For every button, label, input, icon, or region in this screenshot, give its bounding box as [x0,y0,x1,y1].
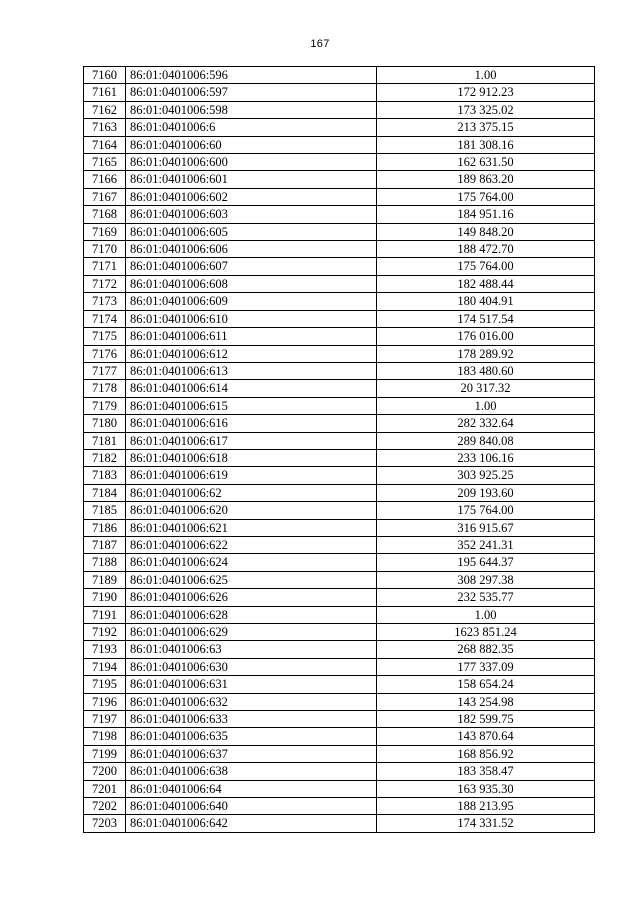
table-row [84,502,595,519]
cadastral-value: 233 106.16 [377,449,595,466]
cadastral-value: 195 644.37 [377,554,595,571]
table-row [84,67,595,84]
cadastral-value: 149 848.20 [377,223,595,240]
cadastral-value: 168 856.92 [377,745,595,762]
row-number: 7192 [84,624,126,641]
cadastral-number: 86:01:0401006:608 [126,275,377,292]
row-number: 7198 [84,728,126,745]
table-row [84,519,595,536]
cadastral-number: 86:01:0401006:596 [126,67,377,84]
row-number: 7167 [84,188,126,205]
table-row [84,310,595,327]
cadastral-number: 86:01:0401006:642 [126,815,377,832]
page-number: 167 [310,38,330,50]
table-row [84,258,595,275]
row-number: 7199 [84,745,126,762]
cadastral-value: 174 331.52 [377,815,595,832]
cadastral-number: 86:01:0401006:603 [126,206,377,223]
row-number: 7194 [84,658,126,675]
table-row [84,745,595,762]
table-row [84,711,595,728]
cadastral-value: 308 297.38 [377,571,595,588]
cadastral-number: 86:01:0401006:611 [126,328,377,345]
cadastral-value: 1.00 [377,67,595,84]
table-row [84,380,595,397]
cadastral-number: 86:01:0401006:628 [126,606,377,623]
cadastral-number: 86:01:0401006:620 [126,502,377,519]
cadastral-number: 86:01:0401006:602 [126,188,377,205]
table-row [84,293,595,310]
row-number: 7186 [84,519,126,536]
cadastral-value: 162 631.50 [377,154,595,171]
cadastral-number: 86:01:0401006:614 [126,380,377,397]
cadastral-number: 86:01:0401006:60 [126,136,377,153]
row-number: 7179 [84,397,126,414]
row-number: 7165 [84,154,126,171]
cadastral-number: 86:01:0401006:626 [126,589,377,606]
cadastral-value: 188 213.95 [377,798,595,815]
table-row [84,676,595,693]
row-number: 7178 [84,380,126,397]
table-row [84,606,595,623]
cadastral-number: 86:01:0401006:613 [126,362,377,379]
cadastral-value: 175 764.00 [377,502,595,519]
cadastral-number: 86:01:0401006:609 [126,293,377,310]
cadastral-number: 86:01:0401006:619 [126,467,377,484]
cadastral-number: 86:01:0401006:638 [126,763,377,780]
cadastral-number: 86:01:0401006:601 [126,171,377,188]
cadastral-number: 86:01:0401006:622 [126,536,377,553]
cadastral-value: 173 325.02 [377,101,595,118]
table-row [84,101,595,118]
row-number: 7193 [84,641,126,658]
row-number: 7166 [84,171,126,188]
row-number: 7169 [84,223,126,240]
cadastral-number: 86:01:0401006:617 [126,432,377,449]
cadastral-number: 86:01:0401006:63 [126,641,377,658]
table-row [84,119,595,136]
row-number: 7195 [84,676,126,693]
row-number: 7171 [84,258,126,275]
cadastral-value: 352 241.31 [377,536,595,553]
row-number: 7182 [84,449,126,466]
cadastral-value: 143 870.64 [377,728,595,745]
row-number: 7188 [84,554,126,571]
cadastral-number: 86:01:0401006:631 [126,676,377,693]
cadastral-number: 86:01:0401006:633 [126,711,377,728]
row-number: 7187 [84,536,126,553]
cadastral-number: 86:01:0401006:625 [126,571,377,588]
cadastral-value: 213 375.15 [377,119,595,136]
row-number: 7201 [84,780,126,797]
row-number: 7160 [84,67,126,84]
cadastral-number: 86:01:0401006:629 [126,624,377,641]
cadastral-value: 189 863.20 [377,171,595,188]
table-row [84,449,595,466]
cadastral-value: 289 840.08 [377,432,595,449]
table-row [84,397,595,414]
row-number: 7202 [84,798,126,815]
row-number: 7190 [84,589,126,606]
cadastral-value: 181 308.16 [377,136,595,153]
table-row [84,798,595,815]
cadastral-value: 158 654.24 [377,676,595,693]
cadastral-value: 180 404.91 [377,293,595,310]
table-row [84,815,595,832]
cadastral-number: 86:01:0401006:6 [126,119,377,136]
cadastral-value: 143 254.98 [377,693,595,710]
cadastral-value: 303 925.25 [377,467,595,484]
cadastral-value: 175 764.00 [377,188,595,205]
cadastral-number: 86:01:0401006:615 [126,397,377,414]
cadastral-number: 86:01:0401006:600 [126,154,377,171]
table-row [84,345,595,362]
row-number: 7174 [84,310,126,327]
table-row [84,536,595,553]
row-number: 7162 [84,101,126,118]
row-number: 7161 [84,84,126,101]
cadastral-number: 86:01:0401006:632 [126,693,377,710]
cadastral-value: 182 599.75 [377,711,595,728]
cadastral-value: 282 332.64 [377,415,595,432]
row-number: 7197 [84,711,126,728]
cadastral-value: 172 912.23 [377,84,595,101]
cadastral-number: 86:01:0401006:621 [126,519,377,536]
cadastral-number: 86:01:0401006:637 [126,745,377,762]
cadastral-number: 86:01:0401006:635 [126,728,377,745]
cadastral-number: 86:01:0401006:598 [126,101,377,118]
row-number: 7196 [84,693,126,710]
row-number: 7172 [84,275,126,292]
row-number: 7173 [84,293,126,310]
table-row [84,136,595,153]
cadastral-value: 184 951.16 [377,206,595,223]
row-number: 7175 [84,328,126,345]
cadastral-value: 1623 851.24 [377,624,595,641]
row-number: 7181 [84,432,126,449]
cadastral-value: 1.00 [377,606,595,623]
table-row [84,571,595,588]
cadastral-value: 182 488.44 [377,275,595,292]
table-row [84,624,595,641]
cadastral-number: 86:01:0401006:64 [126,780,377,797]
row-number: 7164 [84,136,126,153]
table-row [84,415,595,432]
row-number: 7185 [84,502,126,519]
cadastral-value-table [83,66,595,833]
cadastral-value: 20 317.32 [377,380,595,397]
table-row [84,328,595,345]
row-number: 7177 [84,362,126,379]
table-row [84,362,595,379]
table-row [84,467,595,484]
row-number: 7200 [84,763,126,780]
table-row [84,171,595,188]
row-number: 7180 [84,415,126,432]
cadastral-value: 232 535.77 [377,589,595,606]
cadastral-number: 86:01:0401006:606 [126,241,377,258]
table-row [84,589,595,606]
cadastral-value: 178 289.92 [377,345,595,362]
cadastral-value: 175 764.00 [377,258,595,275]
cadastral-value: 163 935.30 [377,780,595,797]
cadastral-value: 174 517.54 [377,310,595,327]
cadastral-value: 183 480.60 [377,362,595,379]
table-row [84,728,595,745]
cadastral-value: 316 915.67 [377,519,595,536]
row-number: 7163 [84,119,126,136]
row-number: 7203 [84,815,126,832]
row-number: 7191 [84,606,126,623]
row-number: 7184 [84,484,126,501]
row-number: 7183 [84,467,126,484]
cadastral-number: 86:01:0401006:624 [126,554,377,571]
cadastral-value: 177 337.09 [377,658,595,675]
table-row [84,641,595,658]
table-row [84,84,595,101]
cadastral-value: 209 193.60 [377,484,595,501]
cadastral-number: 86:01:0401006:62 [126,484,377,501]
table-row [84,763,595,780]
cadastral-value: 268 882.35 [377,641,595,658]
row-number: 7189 [84,571,126,588]
table-row [84,241,595,258]
table-row [84,223,595,240]
table-row [84,554,595,571]
cadastral-value: 188 472.70 [377,241,595,258]
table-row [84,693,595,710]
cadastral-number: 86:01:0401006:618 [126,449,377,466]
table-body [84,67,595,833]
table-row [84,154,595,171]
row-number: 7170 [84,241,126,258]
cadastral-number: 86:01:0401006:597 [126,84,377,101]
row-number: 7168 [84,206,126,223]
table-row [84,188,595,205]
row-number: 7176 [84,345,126,362]
cadastral-number: 86:01:0401006:605 [126,223,377,240]
cadastral-number: 86:01:0401006:610 [126,310,377,327]
table-row [84,484,595,501]
table-row [84,432,595,449]
cadastral-value: 183 358.47 [377,763,595,780]
cadastral-value: 176 016.00 [377,328,595,345]
cadastral-number: 86:01:0401006:630 [126,658,377,675]
table-row [84,658,595,675]
cadastral-number: 86:01:0401006:640 [126,798,377,815]
cadastral-value: 1.00 [377,397,595,414]
table-row [84,780,595,797]
table-row [84,206,595,223]
table-row [84,275,595,292]
cadastral-number: 86:01:0401006:616 [126,415,377,432]
cadastral-number: 86:01:0401006:607 [126,258,377,275]
cadastral-number: 86:01:0401006:612 [126,345,377,362]
